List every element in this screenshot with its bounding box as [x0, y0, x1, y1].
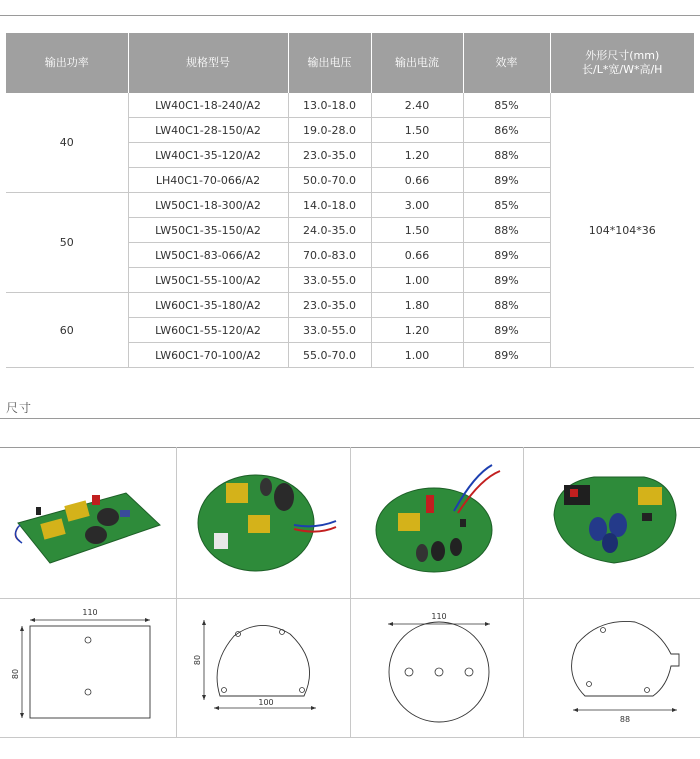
current-cell: 1.00	[371, 268, 463, 293]
efficiency-cell: 89%	[463, 168, 550, 193]
power-cell: 40	[6, 93, 128, 193]
current-cell: 2.40	[371, 93, 463, 118]
drawing4-width-label: 88	[619, 715, 631, 724]
current-cell: 1.50	[371, 218, 463, 243]
power-cell: 60	[6, 293, 128, 368]
top-rule	[0, 15, 700, 16]
section-rule	[0, 418, 700, 419]
model-cell: LW40C1-35-120/A2	[128, 143, 288, 168]
current-cell: 0.66	[371, 243, 463, 268]
header-dimensions-line1: 外形尺寸(mm)	[585, 49, 660, 62]
voltage-cell: 13.0-18.0	[288, 93, 371, 118]
voltage-cell: 23.0-35.0	[288, 143, 371, 168]
voltage-cell: 14.0-18.0	[288, 193, 371, 218]
dimensions-cell: 104*104*36	[550, 93, 694, 368]
grid-divider	[176, 447, 177, 737]
dimension-drawing-notched	[527, 604, 697, 734]
efficiency-cell: 88%	[463, 143, 550, 168]
drawing1-height-label: 80	[11, 668, 20, 680]
model-cell: LW50C1-18-300/A2	[128, 193, 288, 218]
current-cell: 1.20	[371, 143, 463, 168]
pcb-photo-round	[186, 455, 346, 585]
header-voltage: 输出电压	[288, 33, 371, 93]
header-current: 输出电流	[371, 33, 463, 93]
drawing1-width-label: 110	[82, 608, 98, 617]
pcb-photo-round-alt	[362, 455, 522, 585]
voltage-cell: 23.0-35.0	[288, 293, 371, 318]
power-cell: 50	[6, 193, 128, 293]
header-dimensions-line2: 长/L*宽/W*高/H	[582, 63, 663, 76]
header-dimensions	[550, 33, 694, 93]
efficiency-cell: 89%	[463, 268, 550, 293]
header-efficiency: 效率	[463, 33, 550, 93]
spec-table	[6, 33, 694, 368]
efficiency-cell: 88%	[463, 218, 550, 243]
dimension-drawing-rect	[4, 604, 174, 734]
model-cell: LW50C1-35-150/A2	[128, 218, 288, 243]
voltage-cell: 33.0-55.0	[288, 318, 371, 343]
voltage-cell: 24.0-35.0	[288, 218, 371, 243]
table-header-row	[6, 33, 694, 93]
voltage-cell: 55.0-70.0	[288, 343, 371, 368]
efficiency-cell: 89%	[463, 318, 550, 343]
dimension-drawing-circle	[354, 604, 524, 734]
dimension-drawing-d-shape	[180, 604, 350, 734]
header-power: 输出功率	[6, 33, 128, 93]
model-cell: LW50C1-55-100/A2	[128, 268, 288, 293]
efficiency-cell: 85%	[463, 93, 550, 118]
section-title: 尺寸	[6, 401, 33, 415]
current-cell: 1.50	[371, 118, 463, 143]
model-cell: LW60C1-55-120/A2	[128, 318, 288, 343]
voltage-cell: 50.0-70.0	[288, 168, 371, 193]
grid-divider	[350, 447, 351, 737]
drawing2-width-label: 100	[258, 698, 274, 707]
voltage-cell: 33.0-55.0	[288, 268, 371, 293]
current-cell: 1.00	[371, 343, 463, 368]
model-cell: LH40C1-70-066/A2	[128, 168, 288, 193]
efficiency-cell: 86%	[463, 118, 550, 143]
grid-bottom-rule	[0, 737, 700, 738]
model-cell: LW50C1-83-066/A2	[128, 243, 288, 268]
model-cell: LW60C1-70-100/A2	[128, 343, 288, 368]
current-cell: 1.20	[371, 318, 463, 343]
voltage-cell: 19.0-28.0	[288, 118, 371, 143]
header-model: 规格型号	[128, 33, 288, 93]
current-cell: 3.00	[371, 193, 463, 218]
model-cell: LW40C1-28-150/A2	[128, 118, 288, 143]
efficiency-cell: 89%	[463, 343, 550, 368]
efficiency-cell: 89%	[463, 243, 550, 268]
current-cell: 0.66	[371, 168, 463, 193]
model-cell: LW40C1-18-240/A2	[128, 93, 288, 118]
efficiency-cell: 88%	[463, 293, 550, 318]
pcb-photo-rectangular	[8, 455, 168, 585]
efficiency-cell: 85%	[463, 193, 550, 218]
pcb-photo-d-shaped	[534, 455, 694, 585]
model-cell: LW60C1-35-180/A2	[128, 293, 288, 318]
drawing2-height-label: 80	[193, 654, 202, 666]
current-cell: 1.80	[371, 293, 463, 318]
drawing3-width-label: 110	[431, 612, 447, 621]
voltage-cell: 70.0-83.0	[288, 243, 371, 268]
table-row	[6, 93, 694, 118]
